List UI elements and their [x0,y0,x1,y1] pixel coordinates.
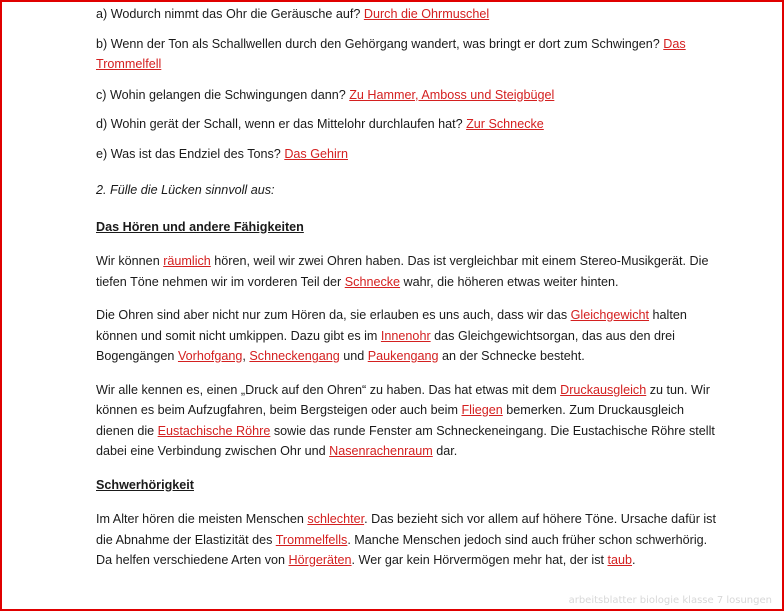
paragraph-text: Wir können [96,254,164,268]
answer-text: Das Gehirn [284,146,349,161]
answer-text: Fliegen [461,403,503,417]
paragraph-text: . Das bezieht sich vor allem auf höhere Töne. Ursache dafür ist die Abnahme der Elastizität des [96,512,716,547]
paragraph-text: das Gleichgewichtsorgan, das aus den drei Bogengängen [96,328,675,363]
section-heading-hearing: Das Hören und andere Fähigkeiten [96,219,304,234]
paragraph-text: . [632,553,636,567]
answer-text: schlechter [307,512,365,526]
paragraph-text: Die Ohren sind aber nicht nur zum Hören da, sie erlauben es uns auch, dass wir das [96,308,571,322]
answer-text: Zu Hammer, Amboss und Steigbügel [349,87,555,102]
question-text: d) Wohin gerät der Schall, wenn er das Mittelohr durchlaufen hat? [96,117,463,131]
paragraph-text: sowie das runde Fenster am Schneckeneingang. Die Eustachische Röhre stellt dabei eine Verbindung zwischen Ohr und [96,423,715,458]
section-heading-hearing-loss: Schwerhörigkeit [96,477,194,492]
answer-text: Durch die Ohrmuschel [363,7,490,21]
paragraph-pressure [96,380,716,462]
answer-text: Gleichgewicht [570,308,650,322]
answer-text: Zur Schnecke [466,117,544,131]
watermark: arbeitsblatter biologie klasse 7 losungen [568,595,772,606]
answer-text: Innenohr [380,328,431,343]
worksheet-content [96,2,716,571]
paragraph-spatial-hearing [96,251,716,292]
answer-text: Druckausgleich [560,382,647,397]
paragraph-text: an der Schnecke besteht. [438,349,585,363]
paragraph-text: hören, weil wir zwei Ohren haben. Das ist vergleichbar mit einem Stereo-Musikgerät. Die tiefen Töne nehmen wir im vorderen Teil der [96,254,709,289]
answer-text: räumlich [163,254,211,268]
paragraph-text: , [242,349,250,363]
answer-text: Vorhofgang [177,349,243,363]
paragraph-text: . Wer gar kein Hörvermögen mehr hat, der ist [351,553,608,567]
paragraph-text: wahr, die höheren etwas weiter hinten. [400,274,619,289]
question-text: a) Wodurch nimmt das Ohr die Geräusche auf? [96,7,361,21]
paragraph-text: . Manche Menschen jedoch sind auch früher schon schwerhörig. Da helfen verschiedene Arten von [96,532,708,567]
answer-text: Eustachische Röhre [157,423,271,438]
paragraph-text: und [339,349,368,363]
paragraph-text: zu tun. Wir können es beim Aufzugfahren, beim Bergsteigen oder auch beim [96,382,710,417]
question-text: c) Wohin gelangen die Schwingungen dann? [96,87,346,102]
question-text: e) Was ist das Endziel des Tons? [96,146,281,161]
paragraph-text: dar. [432,444,458,458]
answer-text: Schneckengang [249,349,340,363]
paragraph-balance [96,305,716,367]
task-2-instruction: 2. Fülle die Lücken sinnvoll aus: [96,183,275,197]
question-c [96,85,716,106]
paragraph-hearing-loss [96,509,716,571]
answer-text: Schnecke [344,274,401,289]
question-d [96,114,716,135]
answer-text: Das Trommelfell [96,36,686,71]
question-b [96,34,716,75]
paragraph-text: Wir alle kennen es, einen „Druck auf den Ohren“ zu haben. Das hat etwas mit dem [96,382,561,397]
paragraph-text: bemerken. Zum Druckausgleich dienen die [96,403,685,438]
answer-text: Paukengang [367,349,439,363]
answer-text: taub [607,553,633,567]
paragraph-text: halten können und somit nicht umkippen. Dazu gibt es im [96,308,687,343]
answer-text: Nasenrachenraum [329,444,433,458]
paragraph-text: Im Alter hören die meisten Menschen [96,512,308,526]
answer-text: Hörgeräten [288,553,352,567]
answer-text: Trommelfells [275,532,348,547]
question-e [96,144,716,165]
question-text: b) Wenn der Ton als Schallwellen durch den Gehörgang wandert, was bringt er dort zum Schwingen? [96,36,660,51]
question-a [96,4,716,25]
